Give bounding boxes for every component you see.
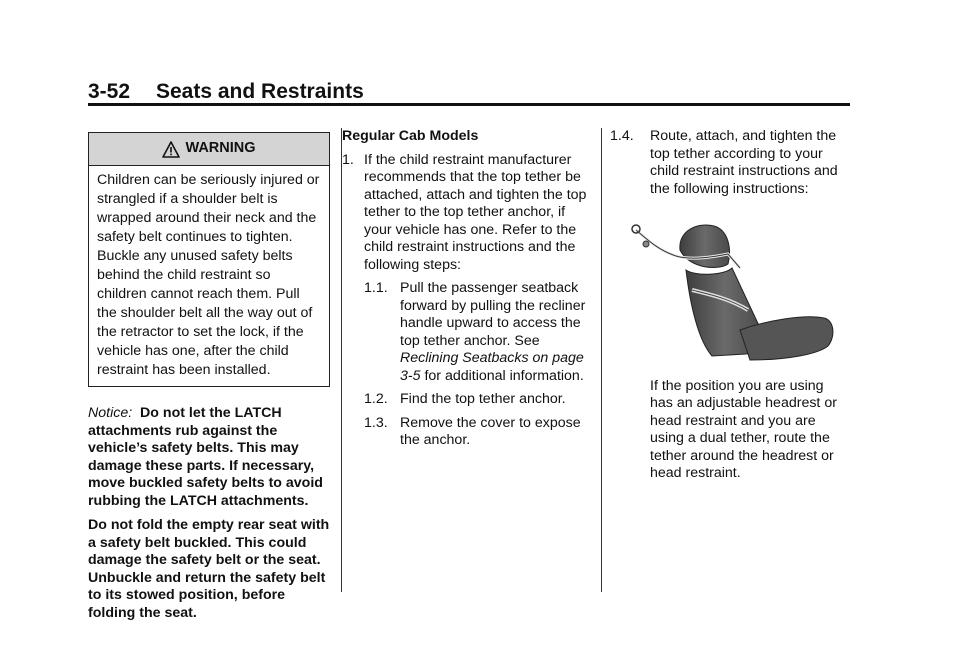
- notice-paragraph: [88, 405, 330, 510]
- step-1-2-number: 1.2.: [364, 391, 388, 407]
- top-tether-seat-illustration: [628, 220, 838, 362]
- step-1-1-number: 1.1.: [364, 280, 388, 296]
- after-illustration-text: If the position you are using has an adjustable headrest or head restraint and you are using a dual tether, route the tether around the headrest or head restraint.: [650, 377, 837, 481]
- regular-cab-heading: Regular Cab Models: [342, 128, 479, 144]
- notice-text: Do not let the LATCH attachments rub against the vehicle’s safety belts. This may damage these parts. If necessary, move buckled safety belts to avoid rubbing the LATCH attachments.: [88, 405, 323, 509]
- step-1-4-number: 1.4.: [610, 128, 634, 144]
- step-1-4: [610, 128, 850, 198]
- step-1-2-text: Find the top tether anchor.: [400, 391, 566, 407]
- warning-title: WARNING: [185, 140, 256, 157]
- section-title: Seats and Restraints: [156, 80, 364, 103]
- page-number: 3-52: [88, 80, 131, 103]
- column-3: [610, 128, 850, 483]
- step-1-1-text-after: for additional information.: [420, 367, 584, 384]
- column-divider-2: [601, 128, 602, 592]
- step-1-number: 1.: [342, 151, 354, 168]
- step-1-1: [364, 280, 592, 385]
- step-1-2: [364, 391, 592, 409]
- step-1-3: [364, 415, 592, 450]
- step-1-3-text: Remove the cover to expose the anchor.: [400, 414, 581, 448]
- step-1-text: If the child restraint manufacturer recommends that the top tether be attached, attach and tighten the top tether to the top tether anchor, if your vehicle has one. Refer to the child restraint instructions and the following steps:: [364, 151, 587, 273]
- step-1-1-text: [400, 280, 592, 385]
- step-1-4-text: Route, attach, and tighten the top tether according to your child restraint instructions and the following instructions:: [650, 128, 838, 197]
- column-2: [342, 128, 592, 456]
- warning-icon: [162, 141, 180, 158]
- step-1-1-text-before: Pull the passenger seatback forward by pulling the recliner handle upward to access the top tether anchor. See: [400, 280, 586, 349]
- reclining-seatbacks-link[interactable]: Reclining Seatbacks on page 3-5: [400, 350, 584, 384]
- column-1: [88, 132, 330, 622]
- headrest: [680, 225, 730, 267]
- warning-header: [89, 133, 329, 166]
- notice-label: Notice:: [88, 405, 133, 421]
- warning-text: Children can be seriously injured or strangled if a shoulder belt is wrapped around their neck and the safety belt continues to tighten. Buckle any unused safety belts behind the child restraint so children cannot reach them. Pull the shoulder belt all the way out of the retractor to set the lock, if the vehicle has one, after the child restraint has been installed.: [97, 172, 320, 378]
- step-1: [342, 152, 592, 275]
- fold-warning-paragraph: Do not fold the empty rear seat with a safety belt buckled. This could damage the safety belt or the seat. Unbuckle and return the safety belt to its stowed position, before folding the seat.: [88, 517, 330, 621]
- step-1-3-number: 1.3.: [364, 414, 388, 431]
- warning-box: [88, 132, 330, 387]
- header-rule: [88, 103, 850, 106]
- page-header: [88, 80, 364, 104]
